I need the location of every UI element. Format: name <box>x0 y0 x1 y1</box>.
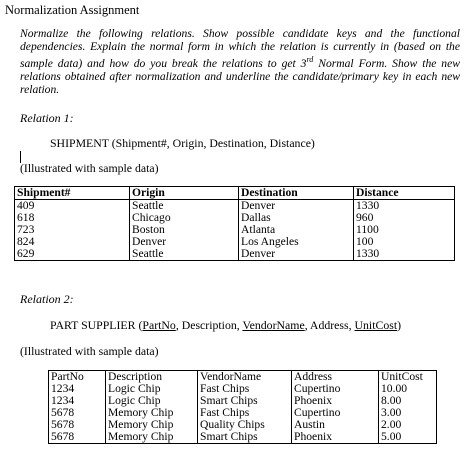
table-cell: 5678 <box>49 431 106 444</box>
table-cell: 5678 <box>49 407 106 419</box>
table-cell: Los Angeles <box>239 236 354 248</box>
column-header: Description <box>106 371 198 384</box>
table-row <box>49 431 437 444</box>
table-cell: 1330 <box>354 248 455 261</box>
table-row <box>15 224 455 236</box>
instructions-paragraph <box>20 27 460 96</box>
table-cell: Logic Chip <box>106 383 198 395</box>
table-cell: 824 <box>15 236 130 248</box>
schema-text: , Description, <box>175 318 243 332</box>
table-cell: Denver <box>239 248 354 261</box>
table-cell: Phoenix <box>292 431 379 444</box>
column-header: UnitCost <box>379 371 437 384</box>
table-cell: Chicago <box>130 212 239 224</box>
schema-partno-key: PartNo <box>142 318 176 332</box>
schema-text: PART SUPPLIER ( <box>50 318 143 332</box>
table-cell: Seattle <box>130 200 239 213</box>
table-row <box>15 212 455 224</box>
table-cell: 1234 <box>49 383 106 395</box>
relation-1-label: Relation 1: <box>20 111 74 125</box>
table-cell: Memory Chip <box>106 407 198 419</box>
schema-vendorname-key: VendorName <box>242 318 305 332</box>
schema-text: , Address, <box>304 318 355 332</box>
table-cell: Smart Chips <box>198 431 292 444</box>
table-cell: 8.00 <box>379 395 437 407</box>
table-cell: Fast Chips <box>198 383 292 395</box>
table-cell: 1330 <box>354 200 455 213</box>
relation-2-schema <box>50 318 401 333</box>
shipment-table <box>14 186 455 261</box>
table-cell: 5678 <box>49 419 106 431</box>
superscript-rd: rd <box>306 55 314 64</box>
table-cell: Phoenix <box>292 395 379 407</box>
column-header: Address <box>292 371 379 384</box>
table-cell: 960 <box>354 212 455 224</box>
part-supplier-table <box>48 370 437 444</box>
document-title: Normalization Assignment <box>5 3 140 17</box>
table-cell: Dallas <box>239 212 354 224</box>
table-cell: Boston <box>130 224 239 236</box>
instructions-text: Normalize the following relations. Show possible candidate keys and the functional dependencies. Explain the normal form in which the relation is currently in (based on the sample data) and how do you break the relations to get 3 <box>20 27 460 70</box>
table-header-row <box>15 187 455 200</box>
table-cell: Cupertino <box>292 383 379 395</box>
relation-1-schema: SHIPMENT (Shipment#, Origin, Destination, Distance) <box>50 136 315 150</box>
table-cell: 409 <box>15 200 130 213</box>
table-row <box>15 200 455 213</box>
relation-2-label: Relation 2: <box>20 292 74 306</box>
table-cell: Fast Chips <box>198 407 292 419</box>
column-header: VendorName <box>198 371 292 384</box>
relation-2-illustrated: (Illustrated with sample data) <box>20 344 159 358</box>
table-cell: 723 <box>15 224 130 236</box>
schema-unitcost-field: UnitCost <box>354 318 398 332</box>
table-cell: 3.00 <box>379 407 437 419</box>
table-cell: 100 <box>354 236 455 248</box>
table-cell: Memory Chip <box>106 431 198 444</box>
table-cell: Atlanta <box>239 224 354 236</box>
column-header: Shipment# <box>15 187 130 200</box>
table-cell: 5.00 <box>379 431 437 444</box>
table-row <box>15 248 455 261</box>
table-row <box>15 236 455 248</box>
table-cell: Smart Chips <box>198 395 292 407</box>
table-cell: 618 <box>15 212 130 224</box>
relation-1-illustrated: (Illustrated with sample data) <box>20 161 159 175</box>
table-cell: Logic Chip <box>106 395 198 407</box>
table-cell: 629 <box>15 248 130 261</box>
table-cell: Quality Chips <box>198 419 292 431</box>
table-cell: 10.00 <box>379 383 437 395</box>
table-cell: Austin <box>292 419 379 431</box>
column-header: Distance <box>354 187 455 200</box>
column-header: PartNo <box>49 371 106 384</box>
table-cell: 2.00 <box>379 419 437 431</box>
instructions-text-end: Normal Form. Show the new relations obtained after normalization and underline the candidate/primary key in each new relation. <box>20 56 460 96</box>
table-cell: Seattle <box>130 248 239 261</box>
table-cell: 1234 <box>49 395 106 407</box>
table-cell: Denver <box>130 236 239 248</box>
column-header: Origin <box>130 187 239 200</box>
table-cell: Memory Chip <box>106 419 198 431</box>
table-cell: Cupertino <box>292 407 379 419</box>
schema-text: ) <box>397 318 402 332</box>
table-cell: 1100 <box>354 224 455 236</box>
table-cell: Denver <box>239 200 354 213</box>
column-header: Destination <box>239 187 354 200</box>
